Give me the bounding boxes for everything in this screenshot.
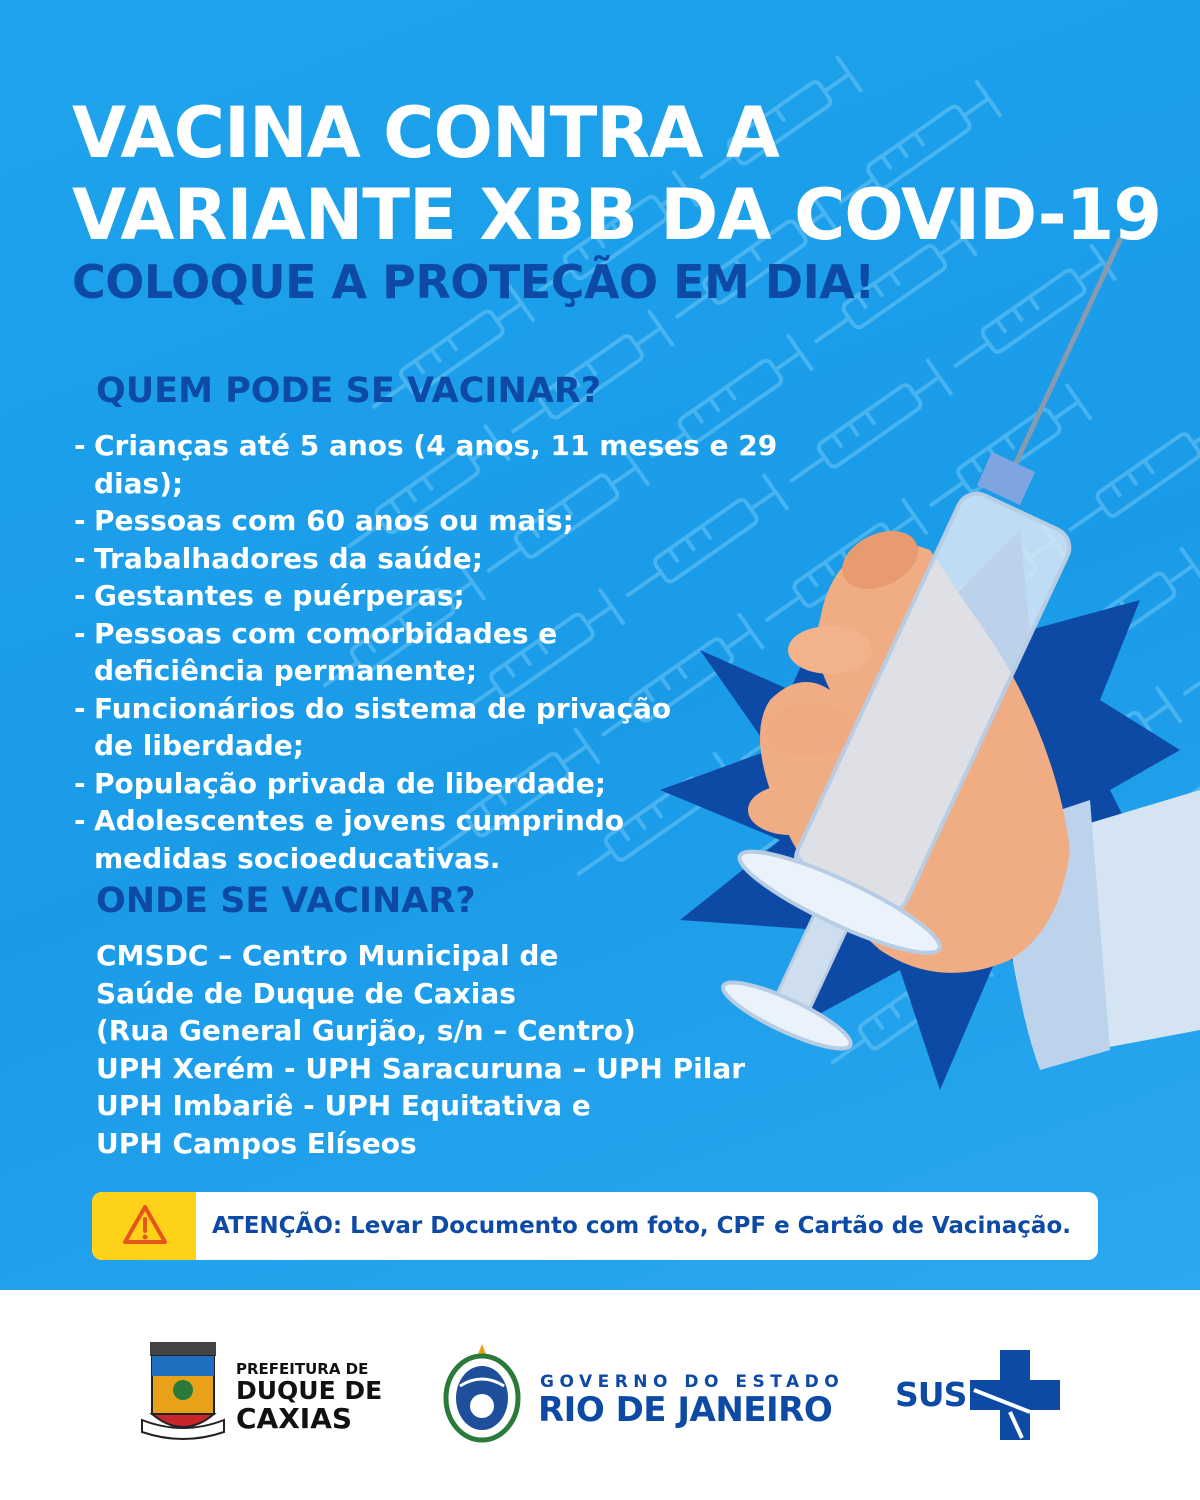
list-item: - Adolescentes e jovens cumprindo medidas socioeducativas. [74, 802, 654, 877]
list-item: - Funcionários do sistema de privação de liberdade; [74, 690, 694, 765]
who-heading: QUEM PODE SE VACINAR? [96, 371, 602, 411]
title-line-2: VARIANTE XBB DA COVID-19 [72, 174, 1162, 256]
gov-line-1: GOVERNO DO ESTADO [540, 1372, 845, 1392]
location-line: UPH Campos Elíseos [96, 1126, 417, 1160]
warning-icon [122, 1204, 168, 1246]
pdc-logo-text [236, 1360, 382, 1434]
who-list [74, 427, 874, 877]
footer-logos [0, 1290, 1200, 1500]
alert-message: Levar Documento com foto, CPF e Cartão de Vacinação. [342, 1213, 1071, 1239]
sus-cross-icon [970, 1350, 1060, 1440]
list-item: - População privada de liberdade; [74, 765, 874, 803]
list-item: - Gestantes e puérperas; [74, 577, 874, 615]
alert-label: ATENÇÃO: [212, 1213, 343, 1239]
location-line: CMSDC – Centro Municipal de [96, 939, 559, 972]
pdc-line-1: PREFEITURA DE [236, 1360, 369, 1378]
location-line: (Rua General Gurjão, s/n – Centro) [96, 1014, 636, 1047]
list-item: - Pessoas com 60 anos ou mais; [74, 502, 874, 540]
list-item: - Crianças até 5 anos (4 anos, 11 meses e 29 dias); [74, 427, 874, 502]
list-item: - Pessoas com comorbidades e deficiência permanente; [74, 615, 594, 690]
subtitle: COLOQUE A PROTEÇÃO EM DIA! [72, 255, 875, 309]
where-locations [96, 937, 796, 1162]
title-line-1: VACINA CONTRA A [72, 92, 779, 174]
location-line: UPH Imbariê - UPH Equitativa e [96, 1089, 591, 1122]
attention-banner [92, 1192, 1098, 1260]
pdc-line-2: DUQUE DE [236, 1376, 383, 1405]
duque-de-caxias-crest-logo [138, 1340, 228, 1450]
location-line: UPH Xerém - UPH Saracuruna – UPH Pilar [96, 1051, 746, 1085]
alert-text [212, 1192, 1071, 1260]
location-line: Saúde de Duque de Caxias [96, 976, 516, 1010]
needle [1015, 240, 1120, 465]
pdc-line-3: CAXIAS [236, 1402, 353, 1435]
sus-logo-text: SUS [895, 1375, 967, 1414]
where-heading: ONDE SE VACINAR? [96, 881, 476, 921]
rio-de-janeiro-seal-logo [440, 1342, 524, 1446]
gov-line-2: RIO DE JANEIRO [538, 1390, 833, 1430]
alert-icon-box [92, 1192, 196, 1260]
list-item: - Trabalhadores da saúde; [74, 540, 874, 578]
